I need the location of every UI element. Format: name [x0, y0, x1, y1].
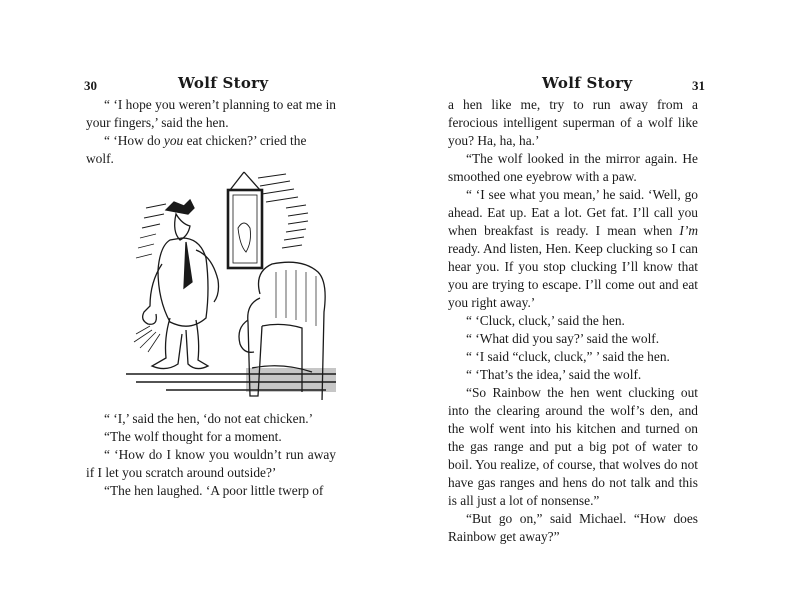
left-top-text: [86, 96, 336, 168]
left-page-number: 30: [84, 78, 97, 93]
paragraph: “ ‘How do you eat chicken?’ cried the: [104, 133, 307, 148]
paragraph: “The wolf looked in the mirror again. He smoothed one eyebrow with a paw.: [448, 151, 698, 184]
paragraph: “ ‘I,’ said the hen, ‘do not eat chicken.’: [104, 411, 314, 426]
left-bottom-text: [86, 410, 336, 500]
paragraph: wolf.: [86, 151, 114, 166]
right-running-head: Wolf Story: [542, 74, 633, 92]
paragraph: “ ‘I see what you mean,’ he said. ‘Well, go ahead. Eat up. Eat a lot. Get fat. I’ll call you when breakfast is ready. I mean when I’m ready. And listen, Hen. Keep clucking so I can hear you. If you stop clucking I’ll know that you are trying to escape. I’ll come out and eat you right away.’: [448, 187, 698, 310]
right-page: [396, 0, 792, 612]
right-page-number: 31: [692, 78, 705, 93]
left-running-head: Wolf Story: [178, 74, 269, 92]
paragraph: “ ‘How do I know you wouldn’t run away if I let you scratch around outside?’: [86, 447, 336, 480]
paragraph: “ ‘I hope you weren’t planning to eat me in your fingers,’ said the hen.: [86, 97, 336, 130]
wolf-illustration: [126, 168, 338, 400]
paragraph: “So Rainbow the hen went clucking out into the clearing around the wolf’s den, and the wolf went into his kitchen and turned on the gas range and put a big pot of water to boil. You realize, of course, that wolves do not have gas ranges and hens do not talk and this is all just a lot of nonsense.”: [448, 385, 698, 508]
paragraph: “But go on,” said Michael. “How does Rainbow get away?”: [448, 511, 698, 544]
right-text: [448, 96, 698, 546]
paragraph: “The hen laughed. ‘A poor little twerp of: [104, 483, 324, 498]
paragraph: “The wolf thought for a moment.: [104, 429, 282, 444]
paragraph: “ ‘Cluck, cluck,’ said the hen.: [466, 313, 625, 328]
paragraph: “ ‘What did you say?’ said the wolf.: [466, 331, 660, 346]
paragraph: “ ‘That’s the idea,’ said the wolf.: [466, 367, 642, 382]
paragraph: “ ‘I said “cluck, cluck,” ’ said the hen.: [466, 349, 670, 364]
paragraph: a hen like me, try to run away from a ferocious intelligent superman of a wolf like you? Ha, ha, ha.’: [448, 97, 698, 148]
